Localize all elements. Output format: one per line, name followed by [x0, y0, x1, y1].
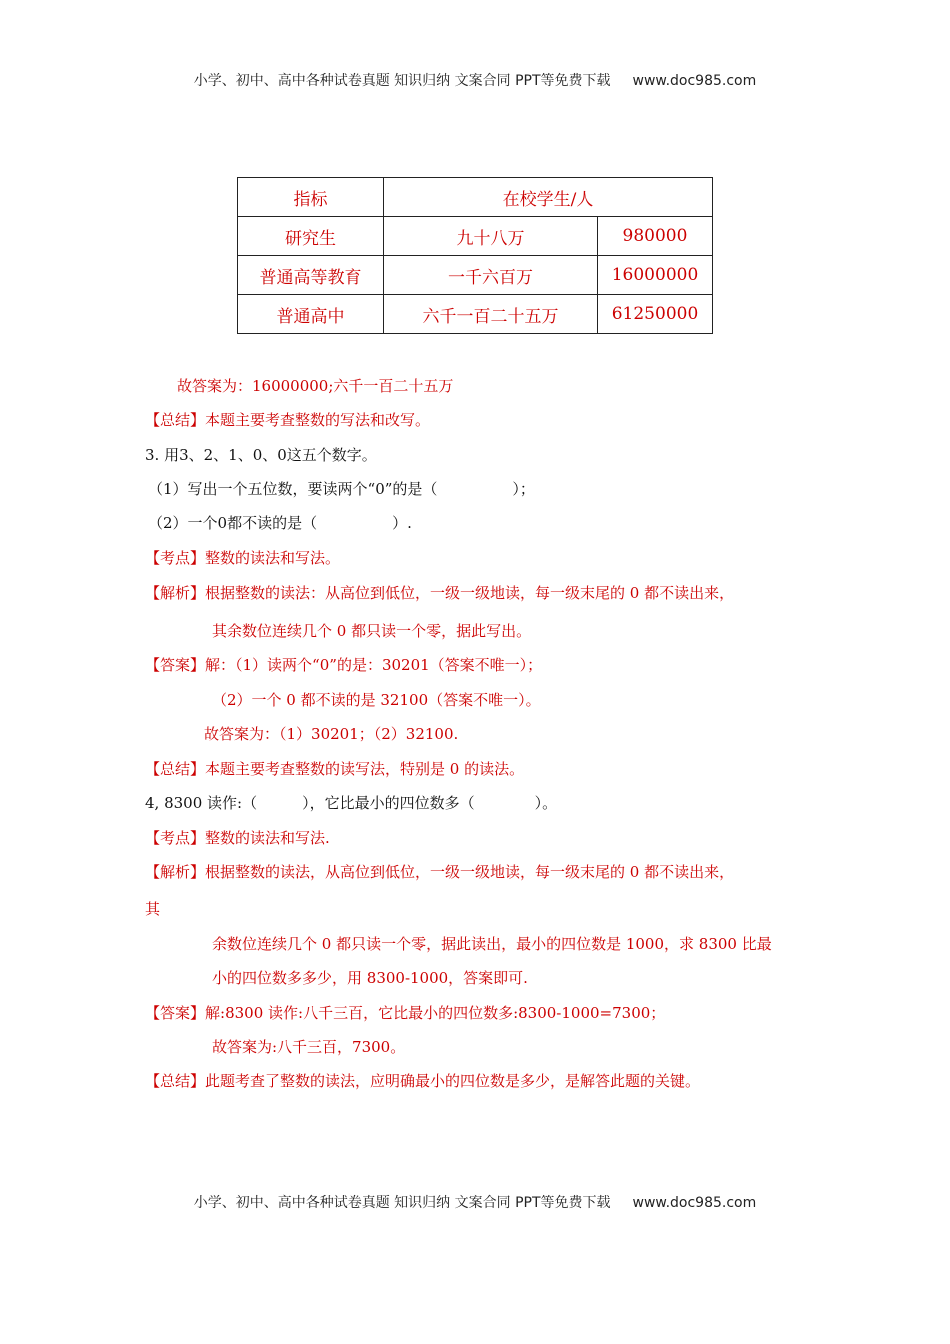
enrollment-table [237, 177, 713, 334]
table-row [238, 256, 713, 295]
table-cell: 普通高中 [238, 295, 384, 334]
question-3: 3. 用3、2、1、0、0这五个数字。 [145, 446, 377, 464]
summary-tag: 【总结】 [145, 411, 206, 429]
point-text: 整数的读法和写法。 [205, 549, 341, 567]
table-cell: 980000 [598, 217, 713, 256]
q3-analysis [145, 583, 734, 603]
question-3-part-1: （1）写出一个五位数，要读两个“0”的是（ ）； [148, 480, 535, 498]
summary-text: 此题考查了整数的读法，应明确最小的四位数是多少，是解答此题的关键。 [205, 1072, 701, 1090]
summary-text: 本题主要考查整数的写法和改写。 [205, 411, 431, 429]
q4-summary [145, 1071, 700, 1091]
table-row [238, 217, 713, 256]
q4-analysis-3: 余数位连续几个 0 都只读一个零，据此读出，最小的四位数是 1000，求 8300 比最 [212, 935, 772, 953]
summary-tag: 【总结】 [145, 1072, 206, 1090]
table-cell: 16000000 [598, 256, 713, 295]
table-header-cell: 指标 [238, 178, 384, 217]
answer-text: 解:8300 读作:八千三百，它比最小的四位数多:8300-1000=7300； [205, 1004, 666, 1022]
point-text: 整数的读法和写法. [205, 829, 330, 847]
q3-analysis-cont: 其余数位连续几个 0 都只读一个零，据此写出。 [212, 622, 532, 640]
point-tag: 【考点】 [145, 829, 206, 847]
header-site-link[interactable]: www.doc985.com [632, 73, 757, 89]
analysis-tag: 【解析】 [145, 584, 206, 602]
table-cell: 一千六百万 [384, 256, 598, 295]
table-cell: 六千一百二十五万 [384, 295, 598, 334]
analysis-tag: 【解析】 [145, 863, 206, 881]
analysis-text: 根据整数的读法：从高位到低位，一级一级地读，每一级末尾的 0 都不读出来， [205, 584, 735, 602]
table-cell: 61250000 [598, 295, 713, 334]
q4-answer-2: 故答案为:八千三百，7300。 [212, 1038, 406, 1056]
table-cell: 九十八万 [384, 217, 598, 256]
table-cell: 普通高等教育 [238, 256, 384, 295]
q4-analysis-4: 小的四位数多多少，用 8300-1000，答案即可. [212, 969, 528, 987]
answer-prev: 故答案为：16000000;六千一百二十五万 [177, 377, 454, 395]
analysis-text: 根据整数的读法，从高位到低位，一级一级地读，每一级末尾的 0 都不读出来， [205, 863, 735, 881]
table-row [238, 295, 713, 334]
q3-answer [145, 655, 542, 675]
q4-answer [145, 1003, 665, 1023]
table-cell: 研究生 [238, 217, 384, 256]
point-tag: 【考点】 [145, 549, 206, 567]
question-3-part-2: （2）一个0都不读的是（ ）. [148, 514, 412, 532]
header-text: 小学、初中、高中各种试卷真题 知识归纳 文案合同 PPT等免费下载 [193, 73, 611, 89]
q3-summary [145, 759, 524, 779]
q4-point [145, 828, 330, 848]
table-header-cell: 在校学生/人 [384, 178, 713, 217]
summary-text: 本题主要考查整数的读写法，特别是 0 的读法。 [205, 760, 525, 778]
table-header-row [238, 178, 713, 217]
q4-analysis [145, 862, 734, 882]
footer-text: 小学、初中、高中各种试卷真题 知识归纳 文案合同 PPT等免费下载 [193, 1195, 611, 1211]
summary-tag: 【总结】 [145, 760, 206, 778]
footer-site-link[interactable]: www.doc985.com [632, 1195, 757, 1211]
answer-tag: 【答案】 [145, 656, 206, 674]
q3-answer-2: （2）一个 0 都不读的是 32100（答案不唯一）。 [212, 691, 541, 709]
answer-text: 解：（1）读两个“0”的是：30201（答案不唯一）； [205, 656, 543, 674]
answer-tag: 【答案】 [145, 1004, 206, 1022]
q3-point [145, 548, 340, 568]
question-4: 4, 8300 读作:（ ），它比最小的四位数多（ ）。 [145, 794, 558, 812]
q4-analysis-2: 其 [145, 900, 161, 918]
page-footer [0, 1192, 950, 1212]
q3-answer-3: 故答案为：（1）30201；（2）32100. [204, 725, 459, 743]
page-header [0, 70, 950, 90]
summary-prev [145, 410, 430, 430]
